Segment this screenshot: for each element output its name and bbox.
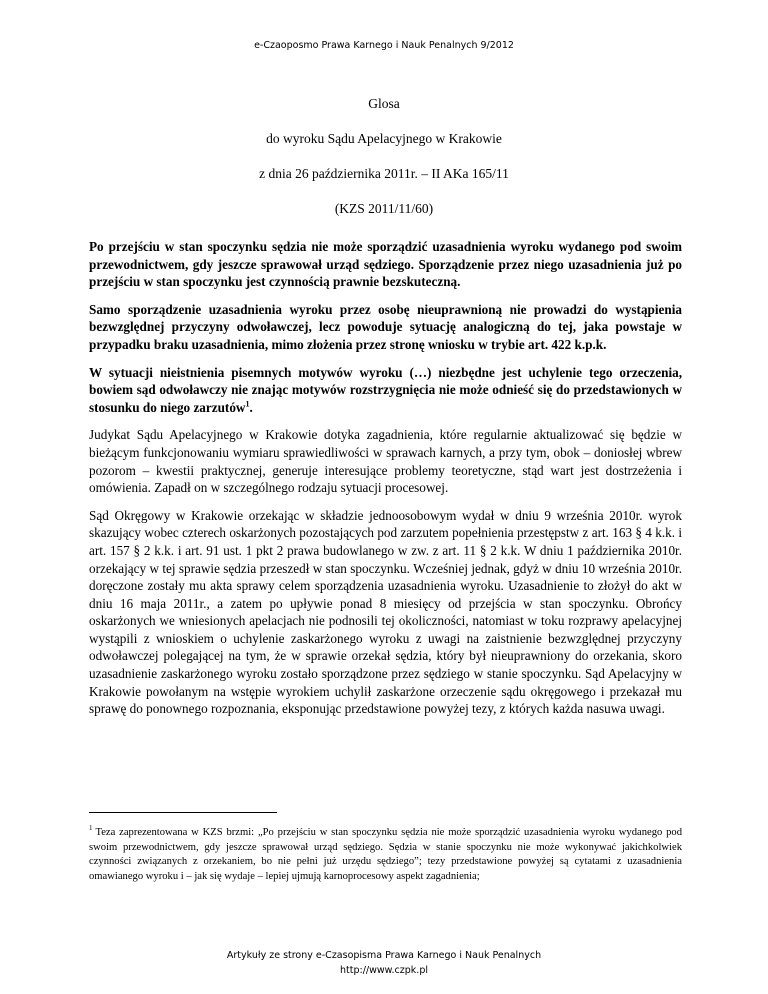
running-header: e-Czaoposmo Prawa Karnego i Nauk Penalnych 9/2012 [254,40,514,51]
footnote-separator [89,812,277,813]
paragraph-facts: Sąd Okręgowy w Krakowie orzekając w składzie jednoosobowym wydał w dniu 9 września 2010r. wyrok skazujący wobec czterech oskarżonych pozostających pod zarzutem popełnienia przestępstw z art. 163 § 4 k.k. i art. 157 § 2 k.k. i art. 91 ust. 1 pkt 2 prawa budowlanego w zw. z art. 11 § 2 k.k. W dniu 1 października 2010r. orzekający w tej sprawie sędzia przeszedł w stan spoczynku. Wcześniej jednak, gdyż w dniu 10 września 2010r. doręczone zostały mu akta sprawy celem sporządzenia uzasadnienia wyroku. Uzasadnienie to złożył do akt w dniu 16 maja 2011r., a zatem po upływie ponad 8 miesięcy od przejścia w stan spoczynku. Obrońcy oskarżonych we wniesionych apelacjach nie podnosili tej okoliczności, natomiast w toku rozprawy apelacyjnej wystąpili z wnioskiem o uchylenie zaskarżonego wyroku z uwagi na zaistnienie bezwzględnej przyczyny odwoławczej polegającej na tym, że w sprawie orzekał sędzia, który był nieuprawniony do orzekania, skoro uzasadnienie zaskarżonego wyroku zostało sporządzone przez sędziego w stanie spoczynku. Sąd Apelacyjny w Krakowie powołanym na wstępie wyrokiem uchylił zaskarżone orzeczenie sądu okręgowego i przekazał mu sprawę do ponownego rozpoznania, eksponując przedstawione powyżej tezy, z których każda nasuwa uwagi. [89,507,682,717]
paragraph-intro: Judykat Sądu Apelacyjnego w Krakowie dotyka zagadnienia, które regularnie aktualizować się będzie w bieżącym funkcjonowaniu wymiaru sprawiedliwości w sprawach karnych, a przy tym, obok – doniosłej wbrew pozorom – kwestii praktycznej, generuje interesujące problemy teoretyczne, stąd wart jest dostrzeżenia i omówienia. Zapadł on w szczególnego rodzaju sytuacji procesowej. [89,427,682,496]
title-date-case: z dnia 26 października 2011r. – II AKa 165/11 [259,166,509,181]
footnote-mark: 1 [89,824,93,833]
thesis-3 [89,364,682,417]
article-body [89,238,682,728]
page-footer [0,948,768,978]
thesis-1: Po przejściu w stan spoczynku sędzia nie może sporządzić uzasadnienia wyroku wydanego pod swoim przewodnictwem, gdy jeszcze sprawował urząd sędziego. Sporządzenie przez niego uzasadnienia już po przejściu w stan spoczynku jest czynnością prawnie bezskuteczną. [89,239,682,290]
title-citation: (KZS 2011/11/60) [334,201,434,216]
title-gloss: Glosa [368,96,400,111]
thesis-3-text: W sytuacji nieistnienia pisemnych motywów wyroku (…) niezbędne jest uchylenie tego orzeczenia, bowiem sąd odwoławczy nie znając motywów rozstrzygnięcia nie może odnieść się do przedstawionych w stosunku do niego zarzutów [89,364,682,415]
title-court: do wyroku Sądu Apelacyjnego w Krakowie [266,131,502,146]
thesis-3-end: . [249,399,253,415]
footer-url[interactable]: http://www.czpk.pl [340,965,428,976]
thesis-2: Samo sporządzenie uzasadnienia wyroku przez osobę nieuprawnioną nie prowadzi do wystąpienia bezwzględnej przyczyny odwoławczej, lecz powoduje sytuację analogiczną do tej, jaka powstaje w przypadku braku uzasadnienia, mimo złożenia przez stronę wniosku w trybie art. 422 k.p.k. [89,301,682,352]
title-block [0,96,768,236]
footer-source: Artykuły ze strony e-Czasopisma Prawa Karnego i Nauk Penalnych [226,950,542,961]
footnote [89,826,682,884]
footnote-text: Teza zaprezentowana w KZS brzmi: „Po przejściu w stan spoczynku sędzia nie może sporządzić uzasadnienia wyroku wydanego pod swoim przewodnictwem, gdy jeszcze sprawował urząd sędziego. Sędzia w stanie spoczynku nie może wykonywać jakichkolwiek czynności związanych z orzekaniem, bo nie pełni już urzędu sędziego”; tezy przedstawione powyżej są cytatami z uzasadnienia omawianego wyroku i – jak się wydaje – lepiej ujmują karnoprocesowy aspekt zagadnienia; [89,827,682,882]
footnote-ref[interactable]: 1 [245,399,250,409]
